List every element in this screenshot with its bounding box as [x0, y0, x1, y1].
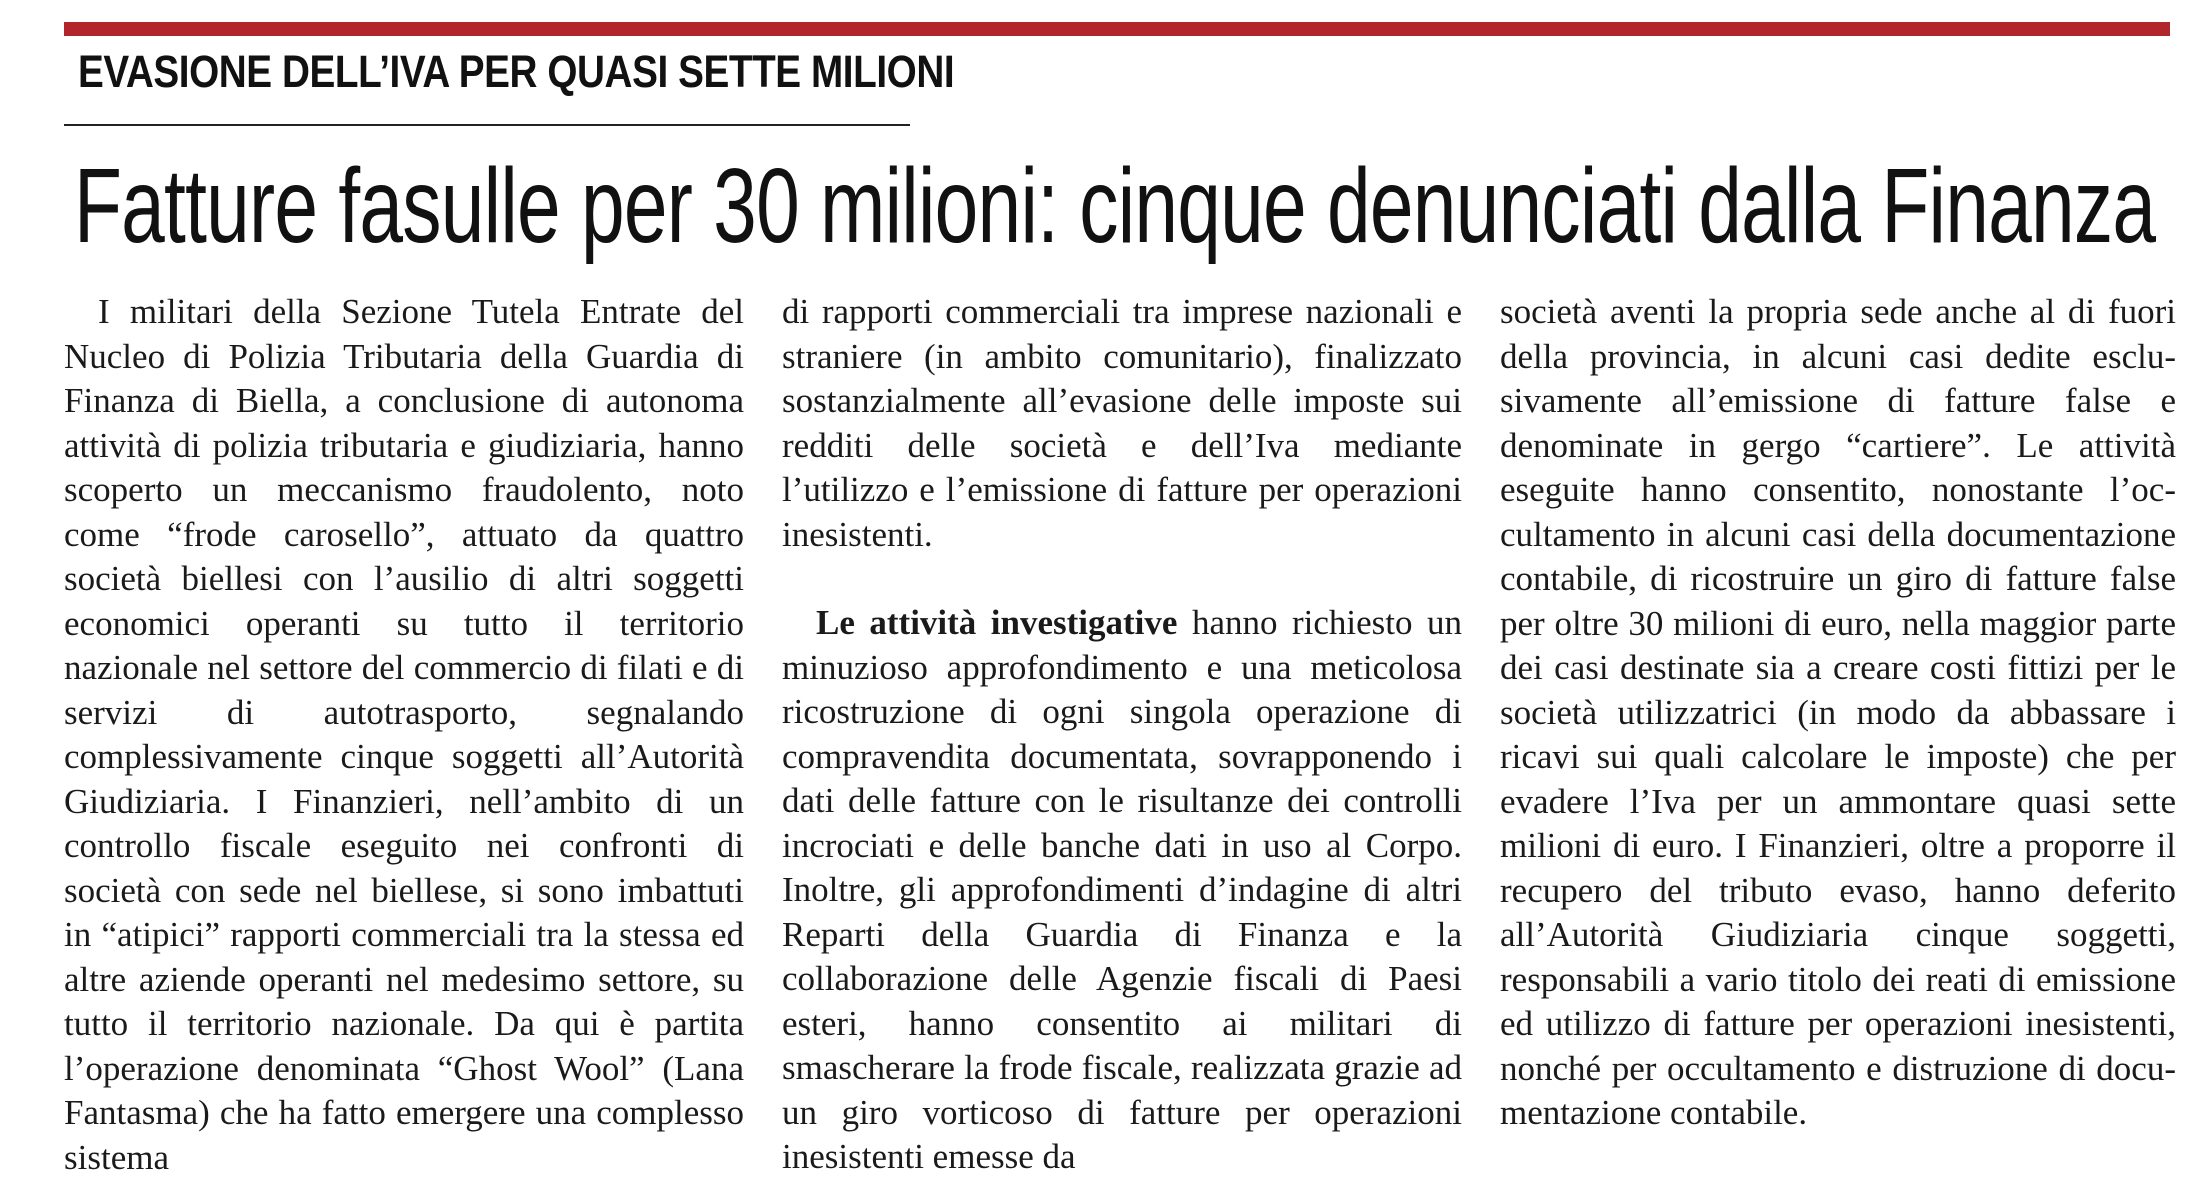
paragraph-lead-in: Le attività investigative [816, 603, 1178, 642]
kicker-underline [64, 124, 910, 126]
column-1 [64, 290, 744, 1180]
article-body [64, 290, 2176, 1177]
column-1-paragraph: I militari della Sezione Tutela Entrate del Nucleo di Polizia Tributaria della Guardia di Finanza di Biella, a conclusione di autonoma attività di polizia tributaria e giudiziaria, hanno scoperto un meccanismo fraudolento, noto come “frode carosello”, attuato da quattro società biellesi con l’ausilio di altri soggetti economici operanti su tutto il territorio nazionale nel settore del commercio di filati e di servizi di autotrasporto, segnalando complessivamente cinque soggetti all’Autorità Giudiziaria. I Finanzieri, nell’ambito di un controllo fiscale eseguito nei confronti di società con sede nel biellese, si sono imbattuti in “atipici” rapporti commerciali tra la stessa ed altre aziende operanti nel medesimo settore, su tutto il territorio nazionale. Da qui è partita l’operazione denominata “Ghost Wool” (Lana Fantasma) che ha fatto emergere una complesso sistema [64, 292, 744, 1177]
top-accent-rule [64, 22, 2170, 36]
column-2-paragraph-1: di rapporti commerciali tra imprese nazionali e straniere (in ambito comunitario), finalizzato sostanzialmente all’evasione delle imposte sui redditi delle società e dell’Iva mediante l’utilizzo e l’emissione di fatture per operazioni inesistenti. [782, 292, 1462, 554]
paragraph-body: hanno richiesto un minuzioso approfondimento e una meticolosa ricostruzione di ogni singola operazione di compravendita documentata, sovrapponendo i dati delle fatture con le risultanze dei controlli incrociati e delle banche dati in uso al Corpo. Inoltre, gli approfondimenti d’indagine di altri Reparti della Guardia di Finanza e la collaborazione delle Agenzie fiscali di Paesi esteri, hanno consentito ai militari di smascherare la frode fiscale, realizzata grazie ad un giro vorticoso di fatture per operazioni inesistenti emesse da [782, 603, 1462, 1176]
paragraph-spacer [782, 557, 1462, 601]
column-2 [782, 290, 1462, 1180]
column-3-paragraph: società aventi la propria sede anche al di fuori della provincia, in alcuni casi dedite esclusivamente all’emissione di fatture false e denominate in gergo “cartiere”. Le attività eseguite hanno consentito, nonostante l’occultamento in alcuni casi della documentazione contabile, di ricostruire un giro di fatture false per oltre 30 milioni di euro, nella maggior parte dei casi destinate sia a creare costi fittizi per le società utilizzatrici (in modo da abbassare i ricavi sui quali calcolare le imposte) che per evadere l’Iva per un ammontare quasi sette milioni di euro. I Finanzieri, oltre a proporre il recupero del tributo evaso, hanno deferito all’Autorità Giudiziaria cinque soggetti, responsabili a vario titolo dei reati di emissione ed utilizzo di fatture per operazioni inesistenti, nonché per occultamento e distruzione di documentazione contabile. [1500, 292, 2176, 1132]
article-kicker: EVASIONE DELL’IVA PER QUASI SETTE MILIONI [78, 46, 955, 97]
article-headline: Fatture fasulle per 30 milioni: cinque denunciati dalla Finanza [74, 147, 2156, 265]
column-2-paragraph-2 [782, 601, 1462, 1180]
column-3 [1500, 290, 2176, 1136]
